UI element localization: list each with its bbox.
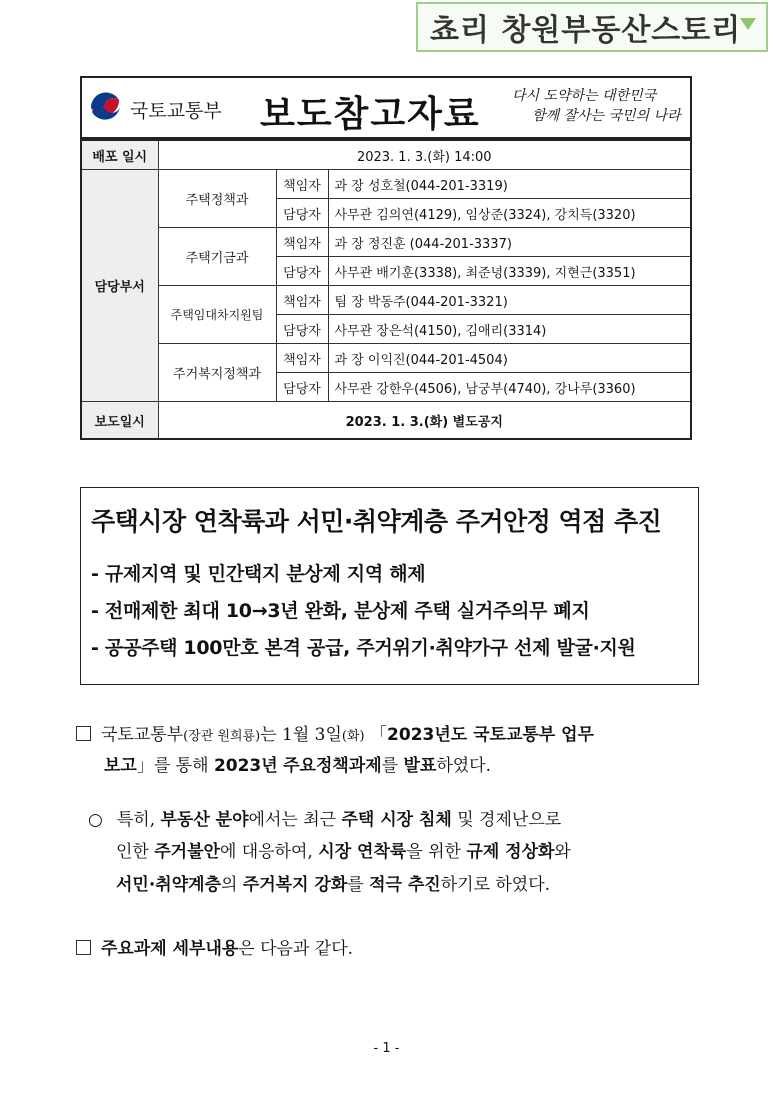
department-label: 담당부서 bbox=[81, 170, 158, 402]
emphasis: 부동산 분야 bbox=[160, 810, 249, 830]
text: 은 다음과 같다. bbox=[238, 939, 354, 959]
document-type-title: 보도참고자료 bbox=[260, 94, 481, 135]
ministry-name: 국토교통부 bbox=[130, 100, 222, 122]
text: 와 bbox=[554, 842, 571, 862]
contact-lead: 과 장 정진훈 (044-201-3337) bbox=[328, 228, 691, 257]
text: 에서는 최근 bbox=[248, 810, 342, 830]
page-number: - 1 - bbox=[373, 1041, 400, 1056]
emphasis: 서민·취약계층 bbox=[116, 875, 221, 895]
headline-bullets bbox=[91, 556, 688, 667]
headline-bullet: - 규제지역 및 민간택지 분상제 지역 해제 bbox=[91, 563, 426, 585]
dept-name: 주택기금과 bbox=[158, 228, 276, 286]
watermark-text: 쵸리 창원부동산스토리 bbox=[430, 13, 742, 48]
blog-watermark-badge bbox=[416, 2, 768, 52]
government-logo-icon bbox=[89, 90, 123, 124]
text: 인한 bbox=[116, 842, 155, 862]
checkbox-square-icon bbox=[76, 940, 91, 955]
contact-staff: 사무관 강한우(4506), 남궁부(4740), 강나루(3360) bbox=[328, 373, 691, 402]
paragraph-1-line-1 bbox=[76, 720, 594, 745]
text: 하기로 하였다. bbox=[440, 875, 551, 895]
text: (장관 원희룡) bbox=[183, 729, 261, 744]
text: (화) bbox=[341, 729, 365, 744]
contact-staff: 사무관 장은석(4150), 김애리(3314) bbox=[328, 315, 691, 344]
contact-staff: 사무관 배기훈(3338), 최준녕(3339), 지현근(3351) bbox=[328, 257, 691, 286]
text: 」를 통해 bbox=[136, 756, 214, 776]
role-label: 담당자 bbox=[276, 257, 328, 286]
release-datetime: 2023. 1. 3.(화) 별도공지 bbox=[158, 402, 691, 440]
emphasis: 주요과제 세부내용 bbox=[101, 939, 239, 959]
text: 하였다. bbox=[436, 756, 491, 776]
headline-bullet: - 공공주택 100만호 본격 공급, 주거위기·취약가구 선제 발굴·지원 bbox=[91, 637, 636, 659]
headline-bullet: - 전매제한 최대 10→3년 완화, 분상제 주택 실거주의무 폐지 bbox=[91, 600, 590, 622]
contact-info-table bbox=[80, 139, 692, 440]
dept-name: 주택정책과 bbox=[158, 170, 276, 228]
press-header bbox=[80, 76, 692, 139]
text: 를 bbox=[381, 756, 404, 776]
emphasis: 적극 추진 bbox=[369, 875, 441, 895]
emphasis: 주요정책과제 bbox=[283, 756, 382, 776]
text: 「 bbox=[364, 725, 388, 745]
role-label: 책임자 bbox=[276, 286, 328, 315]
role-label: 책임자 bbox=[276, 344, 328, 373]
contact-lead: 과 장 이익진(044-201-4504) bbox=[328, 344, 691, 373]
paragraph-2-line-2 bbox=[116, 837, 571, 862]
emphasis: 주택 시장 침체 bbox=[341, 810, 452, 830]
text: 는 1월 3일 bbox=[260, 725, 342, 745]
contact-staff: 사무관 김의연(4129), 임상준(3324), 강치득(3320) bbox=[328, 199, 691, 228]
contact-lead: 팀 장 박동주(044-201-3321) bbox=[328, 286, 691, 315]
paragraph-3 bbox=[76, 934, 353, 959]
distribution-label: 배포 일시 bbox=[81, 140, 158, 170]
emphasis: 주거불안 bbox=[154, 842, 220, 862]
role-label: 책임자 bbox=[276, 170, 328, 199]
emphasis: 2023년 bbox=[213, 756, 278, 776]
role-label: 담당자 bbox=[276, 199, 328, 228]
emphasis: 보고 bbox=[104, 756, 137, 776]
paragraph-2-line-3 bbox=[116, 870, 550, 895]
text: 에 대응하여, bbox=[219, 842, 319, 862]
emphasis: 주거복지 강화 bbox=[242, 875, 348, 895]
text: 의 bbox=[221, 875, 243, 895]
distribution-datetime: 2023. 1. 3.(화) 14:00 bbox=[158, 140, 691, 170]
text: 및 경제난으로 bbox=[451, 810, 562, 830]
contact-lead: 과 장 성호철(044-201-3319) bbox=[328, 170, 691, 199]
emphasis: 발표 bbox=[403, 756, 437, 776]
role-label: 담당자 bbox=[276, 315, 328, 344]
paragraph-2-line-1 bbox=[88, 805, 561, 830]
text: 국토교통부 bbox=[101, 725, 184, 745]
text: 특히, bbox=[116, 810, 161, 830]
emphasis: 규제 정상화 bbox=[466, 842, 555, 862]
release-label: 보도일시 bbox=[81, 402, 158, 440]
slogan-line-2: 함께 잘사는 국민의 나라 bbox=[532, 108, 681, 124]
paragraph-1-line-2 bbox=[104, 751, 491, 776]
text: 를 bbox=[347, 875, 370, 895]
government-slogan bbox=[512, 86, 682, 126]
headline-box bbox=[80, 487, 699, 685]
text: 을 위한 bbox=[406, 842, 467, 862]
emphasis: 2023년도 국토교통부 업무 bbox=[387, 725, 594, 745]
role-label: 책임자 bbox=[276, 228, 328, 257]
dept-name: 주택임대차지원팀 bbox=[158, 286, 276, 344]
emphasis: 시장 연착륙 bbox=[318, 842, 407, 862]
dropdown-arrow-icon bbox=[740, 18, 756, 30]
slogan-line-1: 다시 도약하는 대한민국 bbox=[512, 88, 657, 104]
headline-title: 주택시장 연착륙과 서민·취약계층 주거안정 역점 추진 bbox=[91, 507, 662, 536]
dept-name: 주거복지정책과 bbox=[158, 344, 276, 402]
bullet-circle-icon: ○ bbox=[88, 810, 103, 830]
checkbox-square-icon bbox=[76, 726, 91, 741]
role-label: 담당자 bbox=[276, 373, 328, 402]
